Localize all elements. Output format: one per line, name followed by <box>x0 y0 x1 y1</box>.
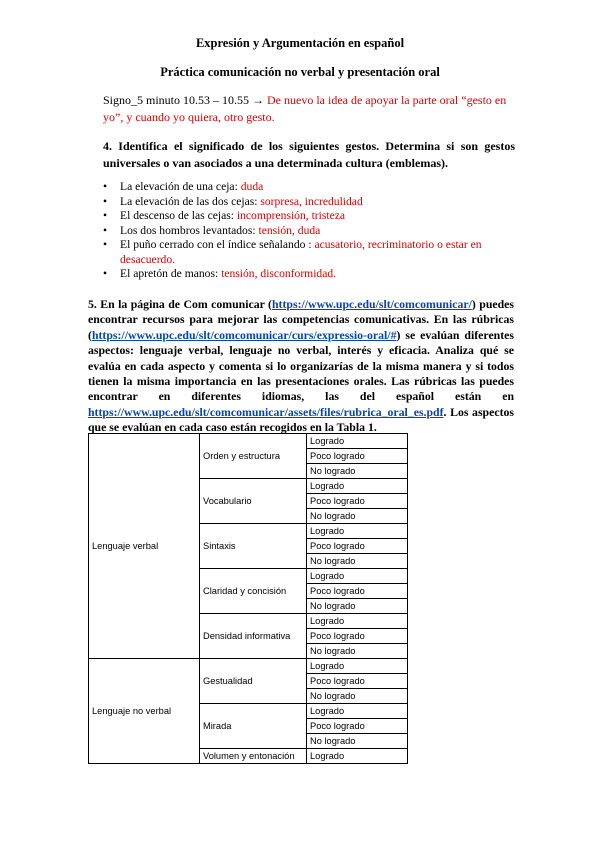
aspect-cell: Sintaxis <box>200 524 307 569</box>
level-cell: Poco logrado <box>307 539 408 554</box>
area-cell-verbal: Lenguaje verbal <box>89 434 200 659</box>
aspect-cell: Orden y estructura <box>200 434 307 479</box>
list-item <box>103 195 523 210</box>
bullet-icon: • <box>103 180 108 193</box>
bullet-icon: • <box>103 238 108 251</box>
aspect-cell: Volumen y entonación <box>200 749 307 764</box>
question-5-text <box>88 297 514 436</box>
level-cell: No logrado <box>307 599 408 614</box>
rubrica-pdf-link[interactable]: https://www.upc.edu/slt/comcomunicar/assets/files/rubrica_oral_es.pdf <box>88 404 444 419</box>
level-cell: No logrado <box>307 464 408 479</box>
q5-text-part: ) se evalúan diferentes aspectos: lenguaje verbal, lenguaje no verbal, interés y eficacia. Analiza qué se evalúa en cada aspecto y comenta si lo organizarías de la misma manera y si todos tienen la misma importancia en las presentaciones orales. Las rúbricas las puedes encontrar en diferentes idiomas, las del español están en <box>88 327 514 404</box>
list-item <box>103 267 523 282</box>
signo-comment: De nuevo la idea de apoyar la parte oral “gesto en yo”, y cuando yo quiera, otro gesto. <box>103 93 507 124</box>
question-4-text: 4. Identifica el significado de los siguientes gestos. Determina si son gestos universales o van asociados a una determinada cultura (emblemas). <box>103 139 515 170</box>
gesture-answer: sorpresa, incredulidad <box>260 194 363 208</box>
gesture-label: El apretón de manos: <box>120 267 219 280</box>
level-cell: Logrado <box>307 524 408 539</box>
gesture-label: El puño cerrado con el índice señalando : <box>120 238 312 251</box>
gesture-label: El descenso de las cejas: <box>120 209 234 222</box>
signo-prefix: Signo_5 minuto 10.53 – 10.55 → <box>103 93 265 107</box>
comcomunicar-link[interactable]: https://www.upc.edu/slt/comcomunicar/ <box>272 297 472 311</box>
level-cell: Logrado <box>307 434 408 449</box>
list-item <box>103 238 523 267</box>
level-cell: Poco logrado <box>307 629 408 644</box>
level-cell: Poco logrado <box>307 494 408 509</box>
list-item <box>103 224 523 239</box>
area-cell-nonverbal: Lenguaje no verbal <box>89 659 200 764</box>
level-cell: No logrado <box>307 644 408 659</box>
aspect-cell: Mirada <box>200 704 307 749</box>
aspect-cell: Claridad y concisión <box>200 569 307 614</box>
list-item <box>103 180 523 195</box>
rubric-table <box>88 433 408 764</box>
level-cell: No logrado <box>307 734 408 749</box>
gesture-answer: duda <box>240 180 264 193</box>
gesture-label: Los dos hombros levantados: <box>120 223 256 237</box>
q5-text-part: 5. En la página de Com comunicar ( <box>88 297 272 311</box>
level-cell: No logrado <box>307 689 408 704</box>
list-item <box>103 209 523 224</box>
gesture-answer: tensión, duda <box>258 223 321 237</box>
level-cell: Poco logrado <box>307 719 408 734</box>
q5-text-part: ) puedes encontrar recursos para mejorar las competencias comunicativas. En las rúbricas ( <box>88 297 515 342</box>
gesture-label: La elevación de las dos cejas: <box>120 194 258 208</box>
gesture-answer: acusatorio, recriminatorio o estar en desacuerdo. <box>120 238 482 266</box>
gesture-list <box>103 180 523 282</box>
gesture-answer: tensión, disconformidad. <box>221 267 337 280</box>
bullet-icon: • <box>103 194 108 208</box>
level-cell: Logrado <box>307 479 408 494</box>
level-cell: Logrado <box>307 659 408 674</box>
bullet-icon: • <box>103 267 108 280</box>
level-cell: No logrado <box>307 554 408 569</box>
level-cell: Poco logrado <box>307 674 408 689</box>
gesture-label: La elevación de una ceja: <box>120 180 238 193</box>
level-cell: Poco logrado <box>307 584 408 599</box>
document-subtitle: Práctica comunicación no verbal y presentación oral <box>160 65 440 79</box>
q5-text-part: . Los aspectos que se evalúan en cada caso están recogidos en la Tabla 1. <box>88 404 514 435</box>
bullet-icon: • <box>103 209 108 222</box>
level-cell: Logrado <box>307 749 408 764</box>
aspect-cell: Gestualidad <box>200 659 307 704</box>
document-title: Expresión y Argumentación en español <box>195 36 405 50</box>
level-cell: Logrado <box>307 569 408 584</box>
bullet-icon: • <box>103 223 108 237</box>
aspect-cell: Densidad informativa <box>200 614 307 659</box>
gesture-answer: incomprensión, tristeza <box>236 209 346 222</box>
level-cell: No logrado <box>307 509 408 524</box>
rubricas-link[interactable]: https://www.upc.edu/slt/comcomunicar/curs/expressio-oral/# <box>91 327 397 342</box>
level-cell: Logrado <box>307 704 408 719</box>
table-row <box>89 434 408 449</box>
signo-note <box>103 92 523 126</box>
aspect-cell: Vocabulario <box>200 479 307 524</box>
table-row <box>89 659 408 674</box>
level-cell: Poco logrado <box>307 449 408 464</box>
level-cell: Logrado <box>307 614 408 629</box>
